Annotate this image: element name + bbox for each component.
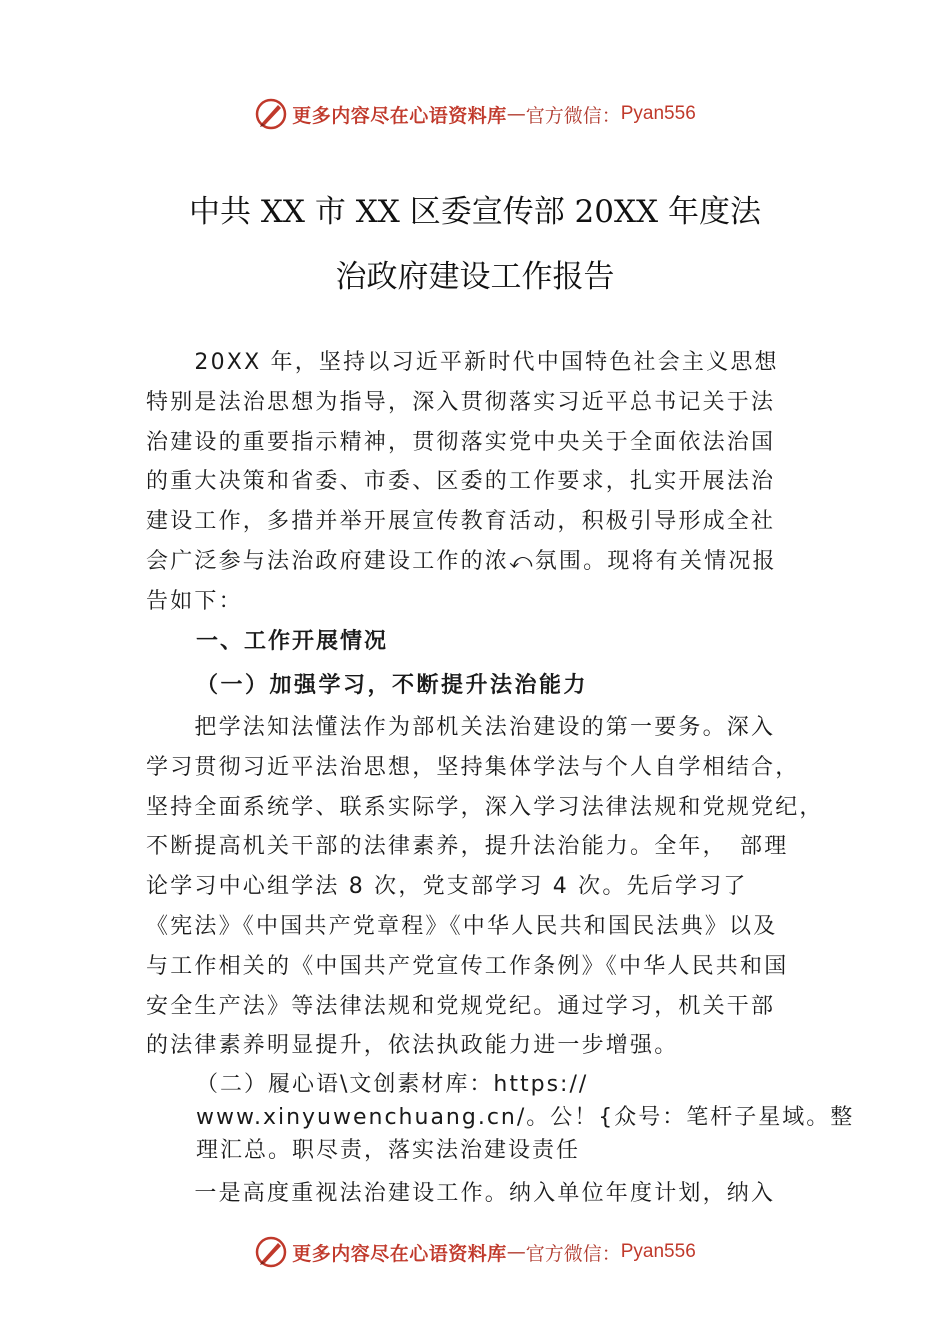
banner-label: 官方微信： xyxy=(525,1242,621,1265)
section1-line: 的法律素养明显提升，依法执政能力进一步增强。 xyxy=(146,1033,679,1059)
intro-line: 会广泛参与法治政府建设工作的浓⤺氛围。现将有关情况报 xyxy=(146,548,777,574)
banner-dash: — xyxy=(506,103,526,125)
document-title-line-2: 治政府建设工作报告 xyxy=(335,259,615,295)
banner-main-text: 更多内容尽在心语资料库 xyxy=(292,104,507,127)
section1-line: 把学法知法懂法作为部机关法治建设的第一要务。深入 xyxy=(146,715,776,740)
section1-line: 学习贯彻习近平法治思想，坚持集体学法与个人自学相结合， xyxy=(146,754,800,780)
section1-line: 安全生产法》等法律法规和党规党纪。通过学习，机关干部 xyxy=(146,993,776,1019)
header-watermark-banner xyxy=(0,94,950,134)
section2-paragraph xyxy=(146,1174,836,1214)
section-heading-1: 一、工作开展情况 xyxy=(196,629,389,654)
section2-body-line: 一是高度重视法治建设工作。纳入单位年度计划，纳入 xyxy=(146,1181,776,1206)
document-title-line-1: 中共 XX 市 XX 区委宣传部 20XX 年度法 xyxy=(189,194,761,230)
section1-line: 不断提高机关干部的法律素养，提升法治能力。全年， 部理 xyxy=(146,834,789,860)
intro-line: 20XX 年，坚持以习近平新时代中国特色社会主义思想 xyxy=(146,350,779,375)
section2-line: www.xinyuwenchuang.cn/。公！{众号：笔杆子星域。整 xyxy=(196,1105,855,1130)
footer-watermark-banner xyxy=(0,1232,950,1272)
section1-line: 论学习中心组学法 8 次，党支部学习 4 次。先后学习了 xyxy=(146,874,748,900)
intro-line: 的重大决策和省委、市委、区委的工作要求，扎实开展法治 xyxy=(146,469,776,495)
banner-dash: — xyxy=(506,1241,526,1263)
intro-line: 告如下： xyxy=(146,588,243,614)
banner-account: Pyan556 xyxy=(620,1241,696,1262)
banner-main-text: 更多内容尽在心语资料库 xyxy=(292,1242,507,1265)
section1-line: 与工作相关的《中国共产党宣传工作条例》《中华人民共和国 xyxy=(146,953,789,979)
banner-label: 官方微信： xyxy=(525,104,621,127)
section2-line: （二）履心语\文创素材库：https:// xyxy=(196,1072,589,1097)
intro-line: 治建设的重要指示精神，贯彻落实党中央关于全面依法治国 xyxy=(146,429,776,455)
intro-line: 建设工作，多措并举开展宣传教育活动，积极引导形成全社 xyxy=(146,509,776,535)
intro-paragraph xyxy=(146,343,836,622)
section1-line: 坚持全面系统学、联系实际学，深入学习法律法规和党规党纪， xyxy=(146,794,824,820)
intro-line: 特别是法治思想为指导，深入贯彻落实习近平总书记关于法 xyxy=(146,389,776,415)
banner-account: Pyan556 xyxy=(620,103,696,124)
pen-logo-icon xyxy=(254,1235,288,1269)
subsection-heading-1: （一）加强学习，不断提升法治能力 xyxy=(196,672,589,698)
section2-line: 理汇总。职尽责，落实法治建设责任 xyxy=(196,1138,581,1163)
pen-logo-icon xyxy=(254,97,288,131)
section1-paragraph xyxy=(146,708,836,1066)
subsection-heading-2 xyxy=(196,1068,855,1167)
section1-line: 《宪法》《中国共产党章程》《中华人民共和国民法典》以及 xyxy=(146,913,778,939)
